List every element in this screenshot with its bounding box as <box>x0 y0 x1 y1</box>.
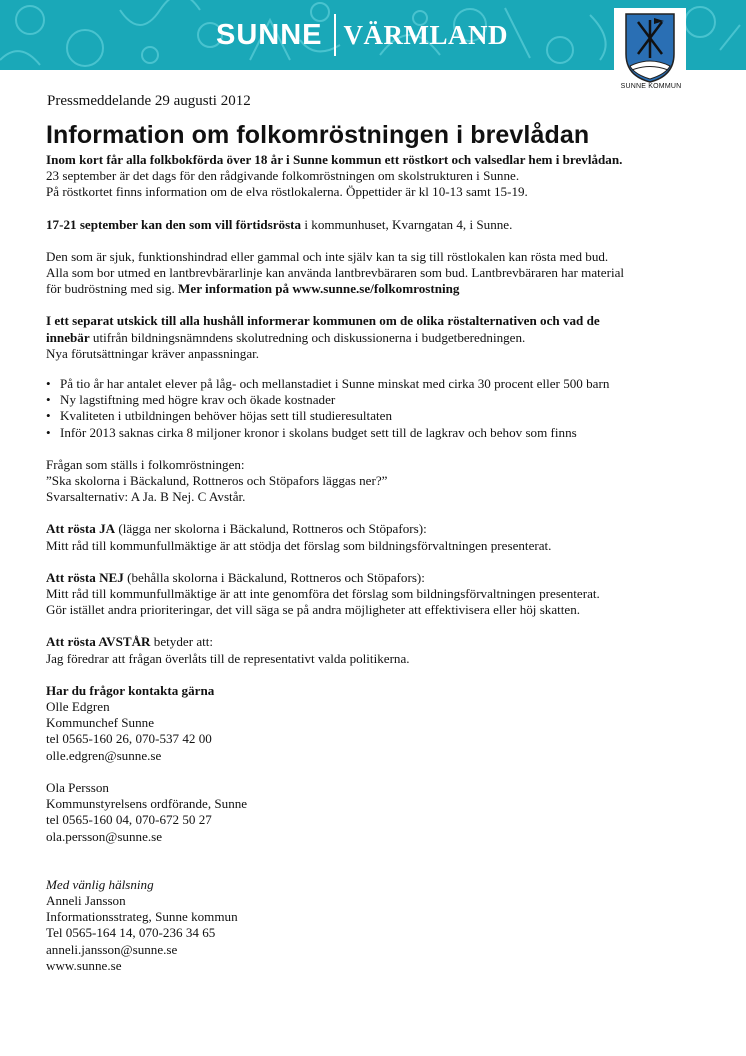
contact-name: Olle Edgren <box>46 699 110 715</box>
vote-yes-paragraph <box>46 521 686 553</box>
separate-bold: innebär <box>46 329 90 345</box>
brand-left: SUNNE <box>216 18 323 51</box>
press-date: Pressmeddelande 29 augusti 2012 <box>47 93 251 109</box>
separate-line: Nya förutsättningar kräver anpassningar. <box>46 345 260 361</box>
proxy-line: Alla som bor utmed en lantbrevbärarlinje kan använda lantbrevbäraren som bud. Lantbrevbäraren har material <box>46 265 625 281</box>
contact-heading: Har du frågor kontakta gärna <box>46 682 215 698</box>
proxy-voting-paragraph <box>46 249 686 298</box>
advance-voting-paragraph <box>46 217 686 233</box>
advance-bold: 17-21 september kan den som vill förtidsrösta <box>46 216 302 232</box>
signoff-name: Anneli Jansson <box>46 892 126 908</box>
separate-rest: utifrån bildningsnämndens skolutredning och diskussionerna i budgetberedningen. <box>89 329 526 345</box>
contact-phone: tel 0565-160 04, 070-672 50 27 <box>46 812 212 828</box>
list-item: • Kvaliteten i utbildningen behöver höjas sett till studieresultaten <box>46 408 686 424</box>
reasons-list <box>46 376 686 441</box>
signoff-role: Informationsstrateg, Sunne kommun <box>46 909 238 925</box>
press-release <box>46 92 686 990</box>
vote-abstain-line: Jag föredrar att frågan överlåts till de representativt valda politikerna. <box>46 650 410 666</box>
list-item: • Ny lagstiftning med högre krav och ökade kostnader <box>46 392 686 408</box>
signoff-email: anneli.jansson@sunne.se <box>46 941 178 957</box>
contact-role: Kommunchef Sunne <box>46 715 155 731</box>
separate-mailing-paragraph <box>46 313 686 362</box>
proxy-line: Den som är sjuk, funktionshindrad eller gammal och inte själv kan ta sig till röstlokalen kan rösta med bud. <box>46 248 609 264</box>
page-title: Information om folkomröstningen i brevlådan <box>46 121 590 149</box>
intro-lead: Inom kort får alla folkbokförda över 18 år i Sunne kommun ett röstkort och valsedlar hem i brevlådan. <box>46 152 623 167</box>
separate-bold: I ett separat utskick till alla hushåll informerar kommunen om de olika röstalternativen och vad de <box>46 313 600 329</box>
more-info-link: Mer information på www.sunne.se/folkomrostning <box>178 281 460 297</box>
list-item: • På tio år har antalet elever på låg- och mellanstadiet i Sunne minskat med cirka 30 procent eller 500 barn <box>46 376 686 392</box>
signoff-website: www.sunne.se <box>46 957 122 973</box>
brand-divider <box>334 14 336 56</box>
question-line: Svarsalternativ: A Ja. B Nej. C Avstår. <box>46 489 246 505</box>
contact-email: ola.persson@sunne.se <box>46 828 163 844</box>
list-item: • Inför 2013 saknas cirka 8 miljoner kronor i skolans budget sett till de lagkrav och behov som finns <box>46 425 686 441</box>
coat-of-arms-icon <box>614 8 686 92</box>
contact-email: olle.edgren@sunne.se <box>46 747 162 763</box>
vote-yes-bold: Att rösta JA <box>46 521 116 537</box>
crest-label: SUNNE KOMMUN <box>620 83 682 90</box>
signoff-phone: Tel 0565-164 14, 070-236 34 65 <box>46 925 216 941</box>
question-line: ”Ska skolorna i Bäckalund, Rottneros och Stöpafors läggas ner?” <box>46 473 388 489</box>
intro-paragraph <box>46 152 686 201</box>
question-paragraph <box>46 457 686 506</box>
vote-no-paragraph <box>46 570 686 619</box>
signoff-block <box>46 877 686 974</box>
contact-block-1 <box>46 683 686 764</box>
vote-no-bold: Att rösta NEJ <box>46 569 124 585</box>
brand-right: VÄRMLAND <box>343 19 508 50</box>
contact-block-2 <box>46 780 686 845</box>
contact-name: Ola Persson <box>46 779 109 795</box>
brand-logo <box>216 10 508 60</box>
intro-line: 23 september är det dags för den rådgivande folkomröstningen om skolstrukturen i Sunne. <box>46 168 520 184</box>
signoff-greeting: Med vänlig hälsning <box>46 876 154 892</box>
vote-no-line: Mitt råd till kommunfullmäktige är att inte genomföra det förslag som bildningsförvaltningen presenterat. <box>46 586 600 602</box>
proxy-line: för budröstning med sig. <box>46 281 179 297</box>
vote-abstain-paragraph <box>46 634 686 666</box>
vote-no-line: Gör istället andra prioriteringar, det vill säga se på andra möjligheter att effektivisera eller höj skatten. <box>46 602 581 618</box>
vote-abstain-rest: betyder att: <box>150 634 214 650</box>
advance-rest: i kommunhuset, Kvarngatan 4, i Sunne. <box>301 216 513 232</box>
vote-no-rest: (behålla skolorna i Bäckalund, Rottneros och Stöpafors): <box>123 569 425 585</box>
vote-yes-line: Mitt råd till kommunfullmäktige är att stödja det förslag som bildningsförvaltningen presenterat. <box>46 537 552 553</box>
vote-abstain-bold: Att rösta AVSTÅR <box>46 634 151 650</box>
intro-line: På röstkortet finns information om de elva röstlokalerna. Öppettider är kl 10-13 samt 15-19. <box>46 184 528 200</box>
vote-yes-rest: (lägga ner skolorna i Bäckalund, Rottneros och Stöpafors): <box>115 521 427 537</box>
question-line: Frågan som ställs i folkomröstningen: <box>46 456 245 472</box>
contact-role: Kommunstyrelsens ordförande, Sunne <box>46 796 248 812</box>
contact-phone: tel 0565-160 26, 070-537 42 00 <box>46 731 212 747</box>
